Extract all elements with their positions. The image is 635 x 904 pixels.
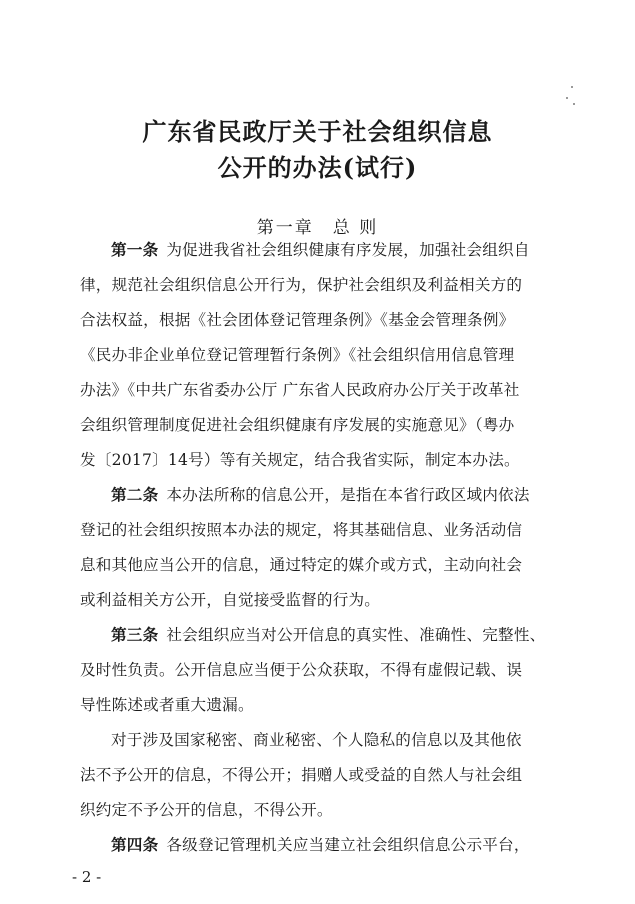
page-number: - 2 -: [72, 868, 102, 886]
article-1-line-1: [111, 240, 560, 260]
scan-speck: [566, 97, 568, 99]
article-4-text: 各级登记管理机关应当建立社会组织信息公示平台，: [166, 836, 530, 854]
document-title-line-1: 广东省民政厅关于社会组织信息: [142, 117, 493, 146]
article-4-lead: 第四条: [111, 835, 159, 854]
document-title-line-2: 公开的办法(试行): [217, 153, 418, 182]
article-2-line-4: 或利益相关方公开，自觉接受监督的行为。: [80, 591, 381, 609]
scan-speck: [571, 86, 573, 88]
article-1-line-7: 发〔2017〕14号）等有关规定，结合我省实际，制定本办法。: [80, 451, 520, 469]
chapter-heading: 第一章 总 则: [256, 218, 379, 238]
article-1-text: 为促进我省社会组织健康有序发展，加强社会组织自: [166, 241, 530, 259]
article-2-lead: 第二条: [111, 485, 159, 504]
article-3-line-1: [111, 625, 560, 645]
article-1-line-3: 合法权益，根据《社会团体登记管理条例》《基金会管理条例》: [80, 311, 515, 329]
article-1-lead: 第一条: [111, 240, 159, 259]
article-3-text: 社会组织应当对公开信息的真实性、准确性、完整性、: [166, 626, 546, 644]
article-2-line-3: 息和其他应当公开的信息，通过特定的媒介或方式，主动向社会: [80, 556, 523, 574]
article-1-line-6: 会组织管理制度促进社会组织健康有序发展的实施意见》（粤办: [80, 416, 515, 434]
article-3-para-2-line-2: 法不予公开的信息，不得公开；捐赠人或受益的自然人与社会组: [80, 766, 523, 784]
article-1-line-2: 律，规范社会组织信息公开行为，保护社会组织及利益相关方的: [80, 276, 523, 294]
article-3-lead: 第三条: [111, 625, 159, 644]
article-3-line-2: 及时性负责。公开信息应当便于公众获取，不得有虚假记载、误: [80, 661, 523, 679]
scan-speck: [573, 103, 575, 105]
article-2-text: 本办法所称的信息公开，是指在本省行政区域内依法: [166, 486, 530, 504]
article-2-line-2: 登记的社会组织按照本办法的规定，将其基础信息、业务活动信: [80, 521, 523, 539]
article-3-para-2-line-3: 织约定不予公开的信息，不得公开。: [80, 801, 333, 819]
article-2-line-1: [111, 485, 560, 505]
article-3-line-3: 导性陈述或者重大遗漏。: [80, 696, 254, 714]
article-1-line-4: 《民办非企业单位登记管理暂行条例》《社会组织信用信息管理: [80, 346, 515, 364]
article-4-line-1: [111, 835, 560, 855]
article-1-line-5: 办法》《中共广东省委办公厅 广东省人民政府办公厅关于改革社: [80, 381, 520, 399]
article-3-para-2-line-1: 对于涉及国家秘密、商业秘密、个人隐私的信息以及其他依: [111, 731, 522, 749]
